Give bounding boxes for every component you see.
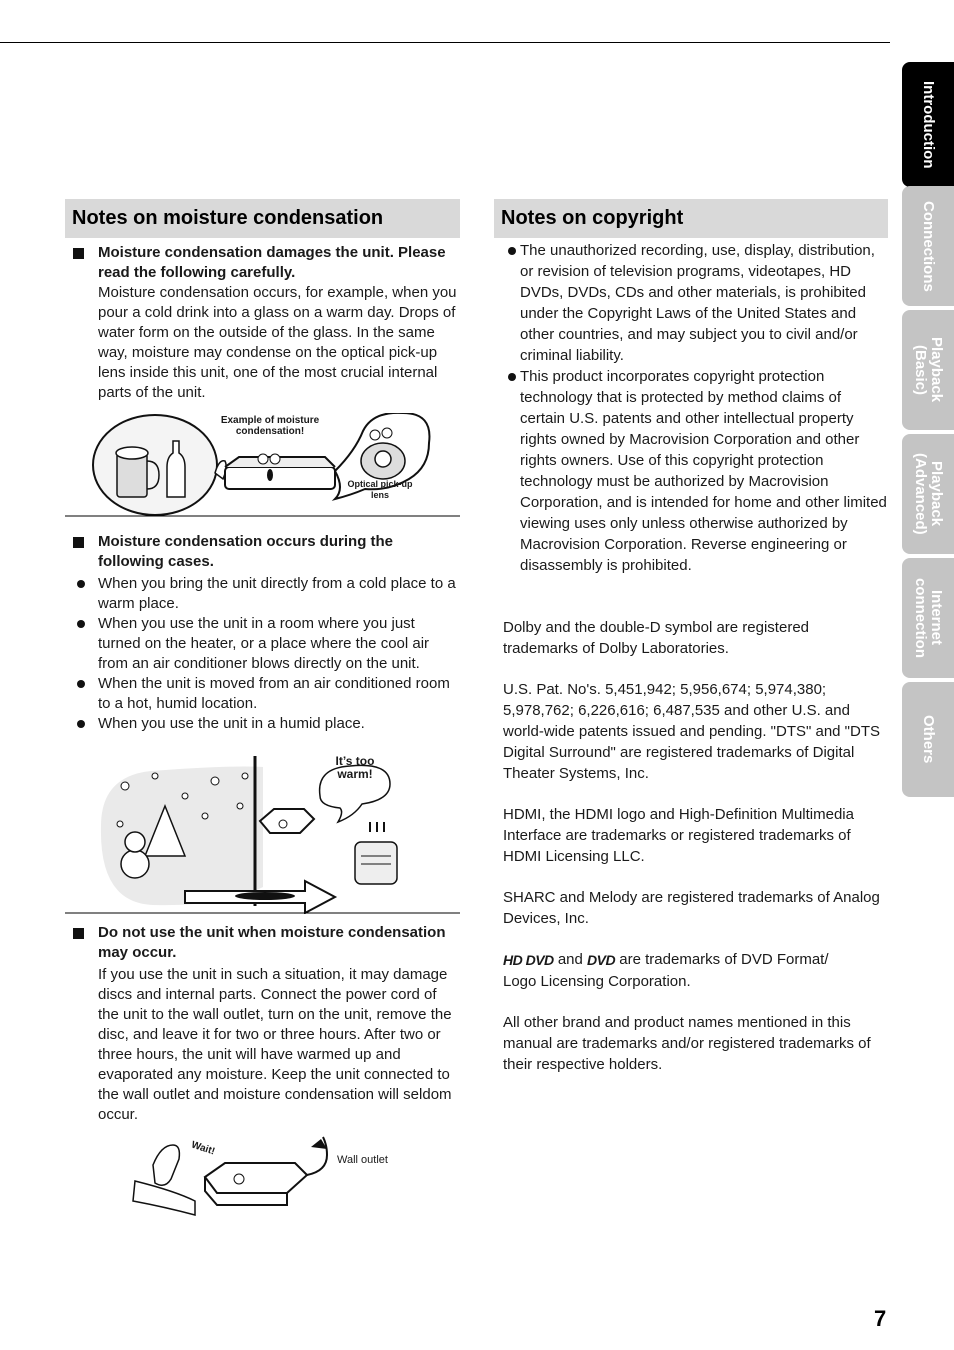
list-item: When you use the unit in a humid place. [73, 714, 460, 734]
other-trademarks-text: All other brand and product names mentioned in this manual are trademarks and/or registered trademarks of their respective holders. [503, 1013, 871, 1073]
moisture-cases-list [65, 574, 460, 734]
dvd-logo: DVD [587, 951, 616, 968]
moisture-block3-heading: Do not use the unit when moisture condensation may occur. [73, 923, 460, 963]
square-bullet-icon [73, 248, 84, 259]
moisture-block2-heading: Moisture condensation occurs during the following cases. [73, 532, 460, 572]
moisture-block1-body: Moisture condensation occurs, for example, when you pour a cold drink into a glass on a warm day. Drops of water form on the outside of the glass. In the same way, moisture may condense on the optical pick-up lens inside this unit, one of the most crucial internal parts of the unit. [98, 284, 457, 401]
hdmi-trademark-text: HDMI, the HDMI logo and High-Definition Multimedia Interface are trademarks or registered trademarks of HDMI Licensing LLC. [503, 806, 854, 865]
tab-others[interactable] [902, 682, 954, 797]
dolby-trademark-text: Dolby and the double-D symbol are registered trademarks of Dolby Laboratories. [503, 619, 809, 657]
wall-outlet-illustration [65, 1131, 460, 1231]
square-bullet-icon [73, 537, 84, 548]
cold-to-warm-illustration [65, 746, 460, 914]
illus3-wall-outlet-text: Wall outlet [337, 1154, 388, 1166]
list-item: When the unit is moved from an air conditioned room to a hot, humid location. [73, 674, 460, 714]
illus1-caption-lens: Optical pick-up lens [347, 479, 413, 500]
tab-playback-advanced-label: Playback (Advanced) [912, 453, 945, 535]
bullet-icon [508, 247, 516, 255]
tab-introduction[interactable] [902, 62, 954, 187]
tab-connections[interactable] [902, 186, 954, 306]
dvd-logo-trademark-text: HD DVD and DVD are trademarks of DVD Format/ Logo Licensing Corporation. [503, 951, 829, 990]
moisture-block3-body: If you use the unit in such a situation, it may damage discs and internal parts. Connect the power cord of the unit to the wall outlet, turn on the unit, remove the disc, and leave it for two or three hours. After two or three hours, the unit will have warmed up and evaporated any moisture. Keep the unit connected to the wall outlet and moisture condensation will seldom occur. [98, 966, 452, 1123]
page-number: 7 [874, 1306, 887, 1331]
list-item: When you use the unit in a room where you just turned on the heater, or a place where the cool air from an air conditioner blows directly on the unit. [73, 614, 460, 674]
top-rule [0, 42, 890, 43]
tab-playback-advanced[interactable] [902, 434, 954, 554]
moisture-section-title: Notes on moisture condensation [65, 199, 460, 238]
tab-others-label: Others [920, 715, 937, 764]
glass-condensation-illustration [65, 413, 460, 517]
moisture-block1-heading: Moisture condensation damages the unit. Please read the following carefully. [73, 243, 460, 283]
tab-internet-connection[interactable] [902, 558, 954, 678]
illus1-caption-top: Example of moisture condensation! [220, 415, 320, 437]
tab-internet-connection-label: Internet connection [912, 577, 945, 658]
bullet-icon [77, 720, 85, 728]
copyright-column [494, 199, 888, 1075]
moisture-column [65, 199, 460, 1231]
tab-playback-basic-label: Playback (Basic) [912, 337, 945, 403]
hd-dvd-logo: HD DVD [503, 951, 554, 968]
illus3-wait-text: Wait! [189, 1139, 217, 1158]
list-item: The unauthorized recording, use, display, distribution, or revision of television programs, videotapes, HD DVDs, DVDs, CDs and other materials, is prohibited under the Copyright Laws of the United States and other countries, and may subject you to civil and/or criminal liability. [495, 240, 888, 366]
list-item: When you bring the unit directly from a cold place to a warm place. [73, 574, 460, 614]
copyright-bullets [494, 240, 888, 576]
bullet-icon [77, 580, 85, 588]
copyright-section-title: Notes on copyright [494, 199, 888, 238]
bullet-icon [508, 373, 516, 381]
bullet-icon [77, 680, 85, 688]
illus2-bubble-text: It’s too warm! [335, 754, 375, 781]
tab-introduction-label: Introduction [920, 80, 937, 169]
list-item: This product incorporates copyright protection technology that is protected by method claims of certain U.S. patents and other intellectual property rights owned by Macrovision Corporation and other rights owners. Use of this copyright protection technology must be authorized by Macrovision Corporation, and is intended for home and other limited viewing uses only unless otherwise authorized by Macrovision Corporation. Reverse engineering or disassembly is prohibited. [495, 366, 888, 576]
tab-connections-label: Connections [920, 200, 937, 292]
bullet-icon [77, 620, 85, 628]
sharc-trademark-text: SHARC and Melody are registered trademarks of Analog Devices, Inc. [503, 889, 880, 927]
square-bullet-icon [73, 928, 84, 939]
dts-trademark-text: U.S. Pat. No's. 5,451,942; 5,956,674; 5,974,380; 5,978,762; 6,226,616; 6,487,535 and other U.S. and world-wide patents issued and pending. "DTS" and "DTS Digital Surround" are registered trademarks of Digital Theater Systems, Inc. [503, 681, 881, 782]
tab-playback-basic[interactable] [902, 310, 954, 430]
